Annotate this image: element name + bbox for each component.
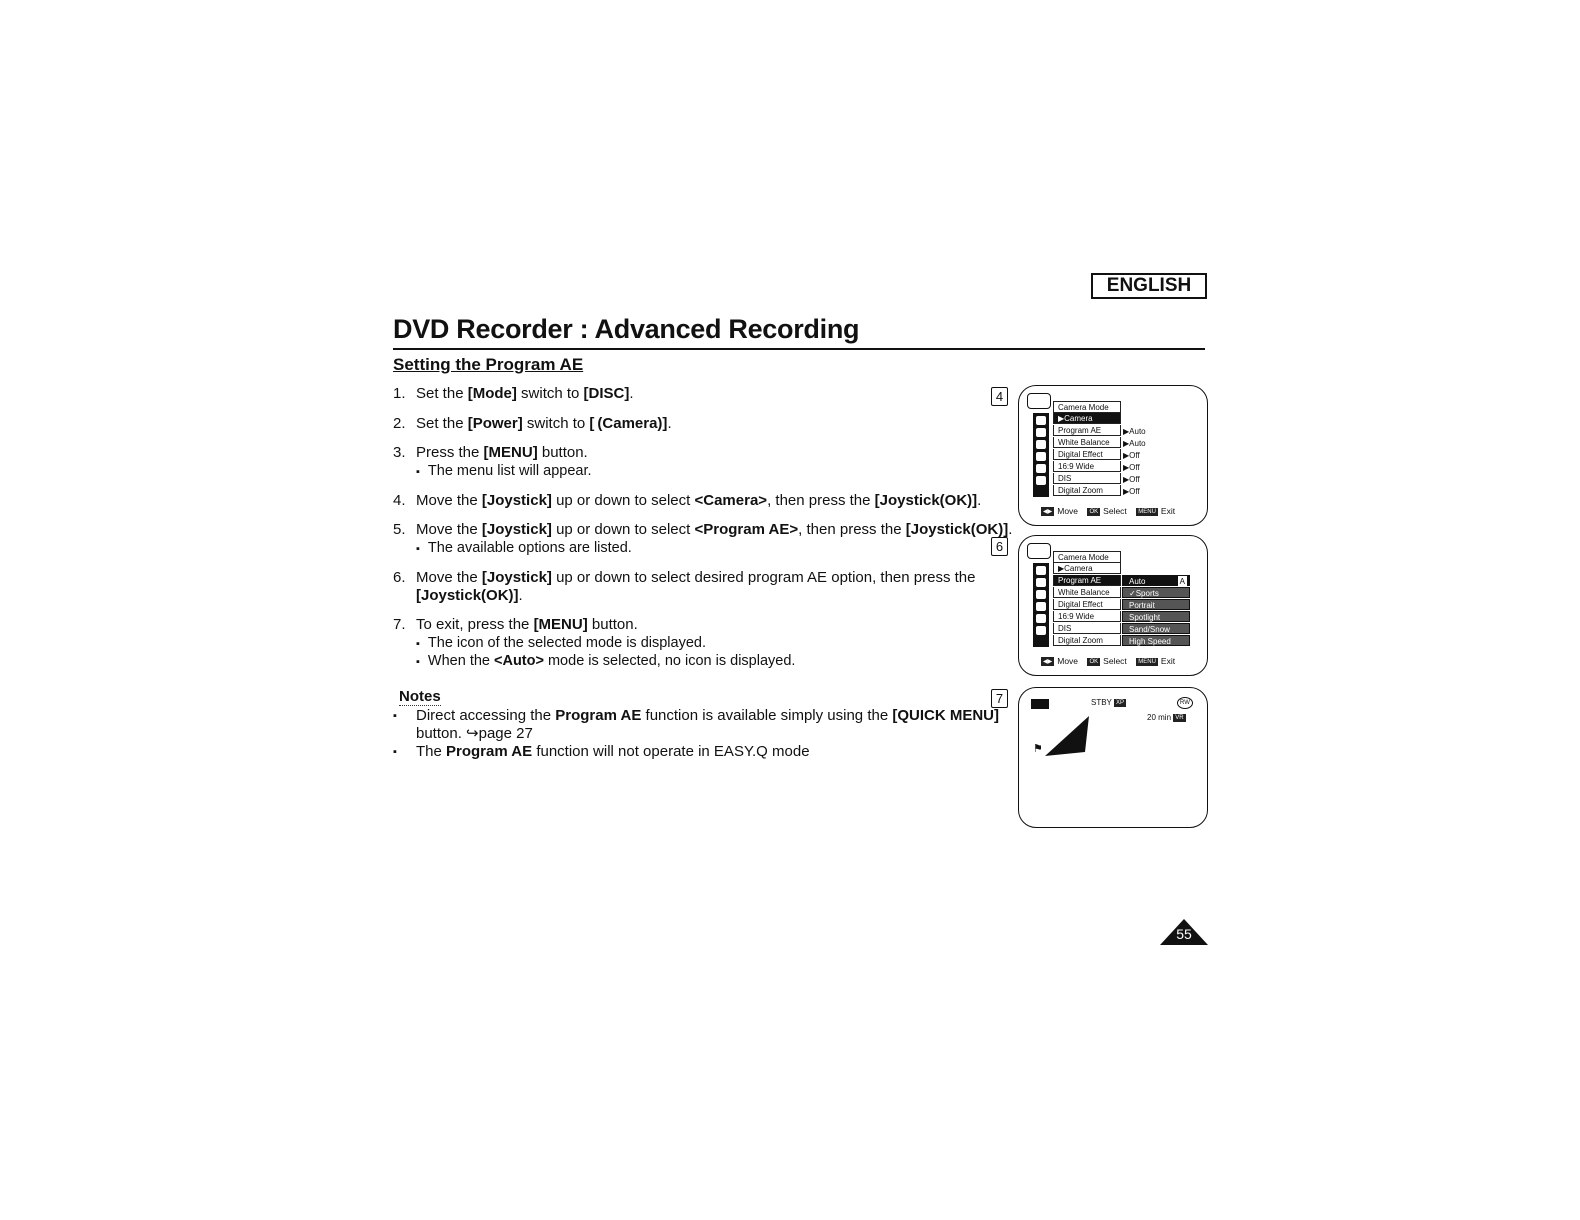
screen-4 (1018, 385, 1208, 526)
menu-item-program-ae[interactable]: Program AE (1053, 425, 1121, 436)
page-title: DVD Recorder : Advanced Recording (393, 314, 860, 344)
remaining-time: 20 min VR (1147, 713, 1184, 722)
menu-item-digital-zoom[interactable]: Digital Zoom (1053, 635, 1121, 646)
menu-value: ▶Off (1123, 451, 1140, 460)
section-heading: Setting the Program AE (393, 355, 584, 374)
menu-item-camera[interactable]: ▶Camera (1053, 413, 1121, 424)
option-spotlight[interactable]: Spotlight (1122, 611, 1190, 622)
step-3-note: ▪ The menu list will appear. (416, 462, 592, 481)
notes-heading: Notes (399, 688, 441, 705)
language-badge: ENGLISH (1091, 273, 1207, 299)
title-rule (393, 348, 1205, 350)
battery-icon (1031, 699, 1049, 709)
menu-item-white-balance[interactable]: White Balance (1053, 437, 1121, 448)
menu-value: ▶Off (1123, 487, 1140, 496)
camera-icon: [ (Camera)] (589, 415, 668, 432)
option-portrait[interactable]: Portrait (1122, 599, 1190, 610)
status-stby: STBY XP (1091, 698, 1124, 707)
menu-item-wide[interactable]: 16:9 Wide (1053, 611, 1121, 622)
step-7-note-a: ▪ The icon of the selected mode is displayed. (416, 634, 706, 653)
program-ae-mode-icon: ⚑ (1033, 743, 1043, 755)
menu-item-white-balance[interactable]: White Balance (1053, 587, 1121, 598)
page-number: 55 (1176, 926, 1192, 942)
menu-item-camera[interactable]: ▶Camera (1053, 563, 1121, 574)
screen-4-number: 4 (991, 387, 1008, 406)
menu-side-icons (1033, 413, 1049, 497)
camera-mode-icon (1027, 543, 1051, 559)
disc-rw-icon: RW (1177, 697, 1193, 709)
menu-item-wide[interactable]: 16:9 Wide (1053, 461, 1121, 472)
menu-item-dis[interactable]: DIS (1053, 473, 1121, 484)
pointer-arrow-icon (1045, 716, 1093, 758)
menu-footer: ◀▶ Move OK Select MENU Exit (1043, 656, 1176, 666)
menu-side-icons (1033, 563, 1049, 647)
option-high-speed[interactable]: High Speed (1122, 635, 1190, 646)
camera-mode-icon (1027, 393, 1051, 409)
menu-footer: ◀▶ Move OK Select MENU Exit (1043, 506, 1176, 516)
menu-item-digital-effect[interactable]: Digital Effect (1053, 599, 1121, 610)
step-5-note: ▪ The available options are listed. (416, 539, 632, 558)
menu-header: Camera Mode (1053, 401, 1121, 413)
menu-item-digital-effect[interactable]: Digital Effect (1053, 449, 1121, 460)
menu-item-digital-zoom[interactable]: Digital Zoom (1053, 485, 1121, 496)
menu-value: ▶Auto (1123, 427, 1146, 436)
screen-7-number: 7 (991, 689, 1008, 708)
screen-6 (1018, 535, 1208, 676)
menu-value: ▶Auto (1123, 439, 1146, 448)
menu-value: ▶Off (1123, 475, 1140, 484)
option-auto[interactable]: Auto A (1122, 575, 1190, 586)
screen-7 (1018, 687, 1208, 828)
option-sand-snow[interactable]: Sand/Snow (1122, 623, 1190, 634)
menu-value: ▶Off (1123, 463, 1140, 472)
screen-6-number: 6 (991, 537, 1008, 556)
menu-header: Camera Mode (1053, 551, 1121, 563)
option-sports[interactable]: ✓Sports (1122, 587, 1190, 598)
menu-item-dis[interactable]: DIS (1053, 623, 1121, 634)
menu-item-program-ae[interactable]: Program AE (1053, 575, 1121, 586)
step-7-note-b: ▪ When the <Auto> mode is selected, no icon is displayed. (416, 652, 795, 671)
